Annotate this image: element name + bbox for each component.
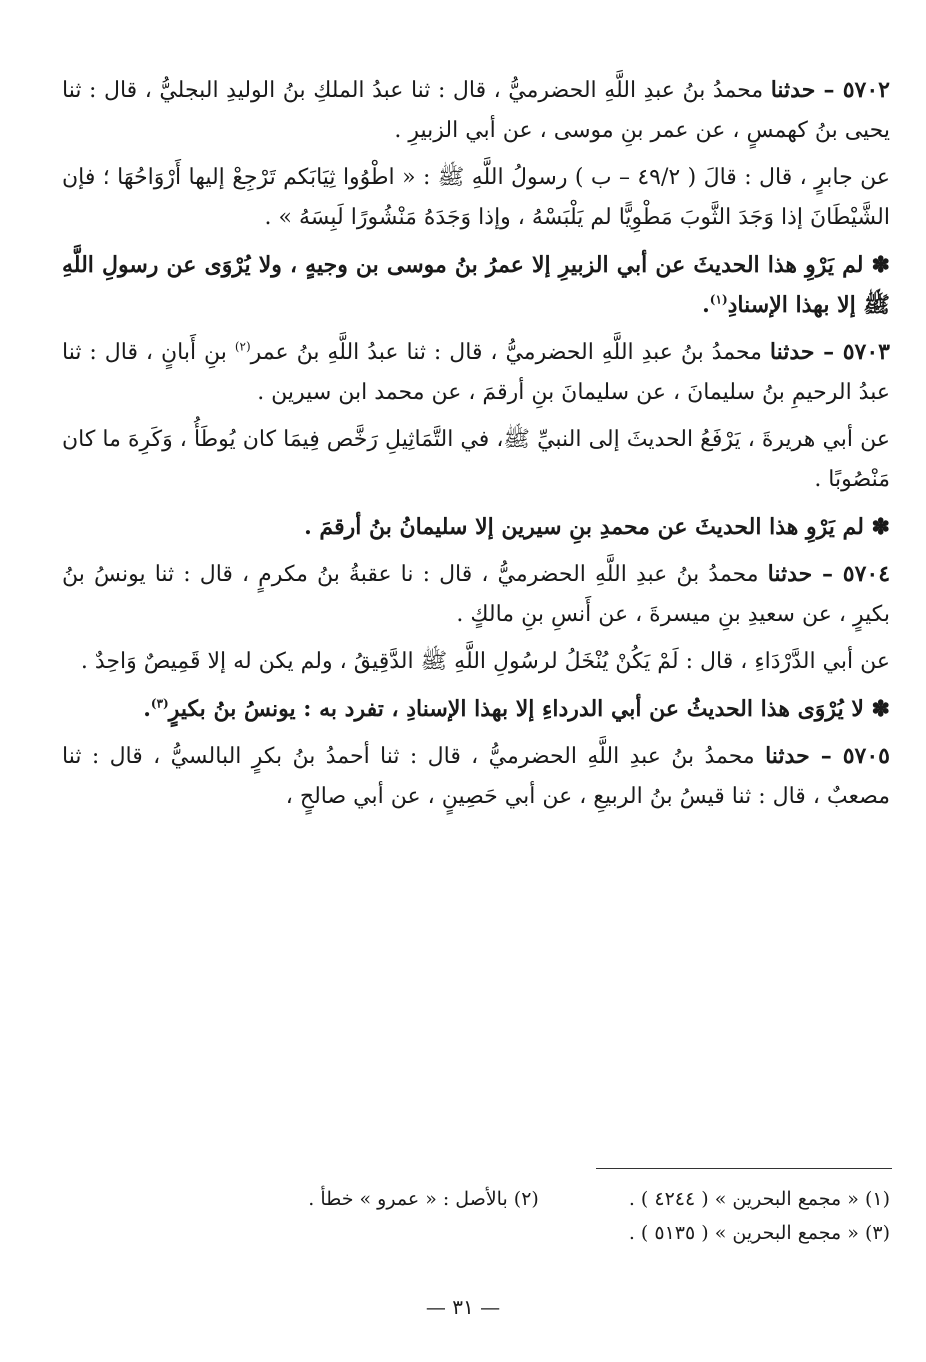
hadith-5702-isnad [62,70,890,151]
footnote-ref: (١) [709,292,728,307]
hadith-5704-matn [62,642,890,682]
commentary-5704 [62,689,890,729]
hadith-5703-isnad [62,332,890,413]
hadith-number: ٥٧٠٥ – حدثنا [765,743,890,769]
paragraph-text: عن أبي الدَّرْدَاءِ ، قال : لَمْ يَكُنْ يُنْخَلُ لرسُولِ اللَّهِ ﷺ الدَّقِيقُ ، ولم يكن له إلا قَمِيصٌ وَاحِدٌ . [80,649,890,674]
commentary-text: ✽ لم يَرْوِ هذا الحديثَ عن محمدِ بنِ سيرين إلا سليمانُ بنُ أرقمَ . [304,514,890,540]
hadith-number: ٥٧٠٢ – حدثنا [770,77,890,103]
footnote-1: (١) « مجمع البحرين » ( ٤٢٤٤ ) . [628,1188,890,1210]
footnote-2: (٢) بالأصل : « عمرو » خطأ . [308,1188,539,1210]
hadith-5703-matn [62,420,890,500]
commentary-5702 [62,245,890,325]
paragraph-text: عن جابرٍ ، قال : قالَ ( ٤٩/٢ – ب ) رسولُ اللَّهِ ﷺ : « اطْوُوا ثِيَابَكم تَرْجِعْ إليها أَرْوَاحُهَا ؛ فإن الشَّيْطَانَ إذا وَجَدَ الثَّوبَ مَطْوِيًّا لم يَلْبَسْهُ ، وإذا وَجَدَهُ مَنْشُورًا لَبِسَهُ » . [62,165,890,230]
hadith-5702-matn [62,158,890,238]
footnote-ref: (٢) [234,339,251,354]
paragraph-text-continued: بنِ أَبانٍ ، قال : ثنا عبدُ الرحيمِ بنُ سليمانَ ، عن سليمانَ بنِ أرقمَ ، عن محمد ابن سيرين . [62,340,890,405]
commentary-tail: . [143,696,151,722]
commentary-5703 [62,507,890,547]
hadith-number: ٥٧٠٣ – حدثنا [769,339,890,365]
footnote-ref: (٣) [150,696,169,711]
commentary-tail: . [702,292,710,318]
hadith-5704-isnad [62,554,890,635]
footnote-divider [596,1168,892,1169]
page-number: — ٣١ — [425,1295,501,1319]
commentary-text: ✽ لم يَرْوِ هذا الحديثَ عن أبي الزبيرِ إلا عمرُ بنُ موسى بن وجيهٍ ، ولا يُرْوَى عن رسولِ اللَّهِ ﷺ إلا بهذا الإسنادِ [62,252,890,318]
footnote-row [62,1182,890,1216]
paragraph-text: محمدُ بنُ عبدِ اللَّهِ الحضرميُّ ، قال : ثنا عبدُ الملكِ بنُ الوليدِ البجليُّ ، قال : ثنا يحيى بنُ كهمسٍ ، عن عمر بنِ موسى ، عن أبي الزبيرِ . [62,78,890,143]
commentary-text: ✽ لا يُرْوَى هذا الحديثُ عن أبي الدرداءِ إلا بهذا الإسنادِ ، تفرد به : يونسُ بنُ بكيرٍ [168,696,890,722]
paragraph-text: محمدُ بنُ عبدِ اللَّهِ الحضرميُّ ، قال : ثنا أحمدُ بنُ بكرٍ البالسيُّ ، قال : ثنا مصعبٌ ، قال : ثنا قيسُ بنُ الربيعِ ، عن أبي حَصِينٍ ، عن أبي صالحٍ ، [62,744,890,809]
footnotes [62,1182,890,1250]
hadith-number: ٥٧٠٤ – حدثنا [767,561,891,587]
paragraph-text: محمدُ بنُ عبدِ اللَّهِ الحضرميُّ ، قال : ثنا عبدُ اللَّهِ بنُ عمر [250,340,762,365]
paragraph-text: عن أبي هريرةَ ، يَرْفَعُ الحديثَ إلى النبيِّ ﷺ، في التَّمَاثِيلِ رَخَّص فِيمَا كان يُوطَأُ ، وَكَرِهَ ما كان مَنْصُوبًا . [62,427,890,492]
footnote-3: (٣) « مجمع البحرين » ( ٥١٣٥ ) . [628,1222,890,1244]
main-text [62,70,890,824]
hadith-5705-isnad [62,736,890,817]
footnote-row [62,1216,890,1250]
paragraph-text: محمدُ بنُ عبدِ اللَّهِ الحضرميُّ ، قال : نا عقبةُ بنُ مكرمٍ ، قال : ثنا يونسُ بنُ بكيرٍ ، عن سعيدِ بنِ ميسرةَ ، عن أَنسِ بنِ مالكٍ . [62,562,890,627]
